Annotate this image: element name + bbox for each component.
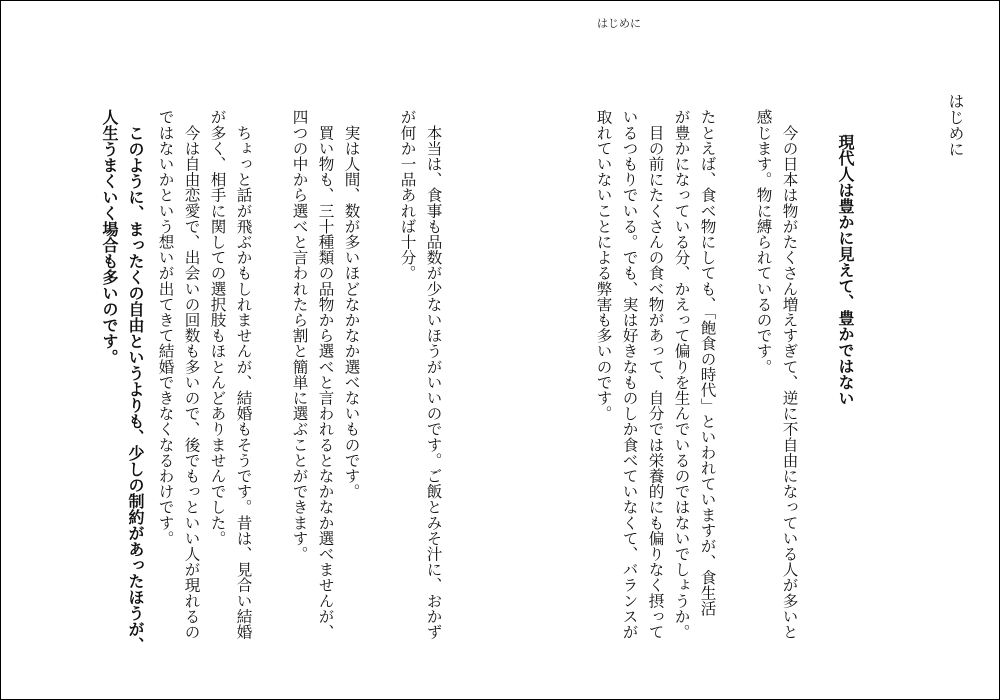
- text-line: 感じます。物に縛られているのです。: [754, 109, 773, 375]
- chapter-title: はじめに: [946, 93, 965, 157]
- text-line: 実は人間、数が多いほどなかなか選べないものです。: [342, 109, 361, 499]
- text-line: 今の日本は物がたくさん増えすぎて、逆に不自由になっている人が多いと: [780, 109, 799, 640]
- text-line: このように、まったくの自由というよりも、少しの制約があったほうが、: [126, 109, 145, 653]
- text-line: が多く、相手に関しての選択肢もほとんどありませんでした。: [208, 109, 227, 546]
- text-line: 買い物も、三十種類の品物から選べと言われるとなかなか選べませんが、: [316, 109, 335, 640]
- text-line: 四つの中から選べと言われたら割と簡単に選ぶことができます。: [290, 109, 309, 562]
- text-line: ちょっと話が飛ぶかもしれませんが、結婚もそうです。昔は、見合い結婚: [234, 109, 253, 640]
- running-head: はじめに: [597, 17, 641, 30]
- text-line: 本当は、食事も品数が少ないほうがいいのです。ご飯とみそ汁に、おかず: [424, 109, 443, 640]
- text-line: 取れていないことによる弊害も多いのです。: [594, 109, 613, 421]
- text-line: 今は自由恋愛で、出会いの回数も多いので、後でもっといい人が現れるの: [182, 109, 201, 640]
- text-line: いるつもりでいる。でも、実は好きなものしか食べていなくて、バランスが: [620, 109, 639, 640]
- text-line: 目の前にたくさんの食べ物があって、自分では栄養的にも偏りなく摂って: [646, 109, 665, 640]
- text-line: 人生うまくいく場合も多いのです。: [100, 109, 119, 365]
- text-line: が豊かになっている分、かえって偏りを生んでいるのではないでしょうか。: [672, 109, 691, 640]
- section-heading: 現代人は豊かに見えて、豊かではない: [836, 134, 855, 406]
- text-line: たとえば、食べ物にしても、「飽食の時代」といわれていますが、食生活: [698, 109, 717, 616]
- text-line: ではないかという想いが出てきて結婚できなくなるわけです。: [156, 109, 175, 546]
- text-line: が何か一品あれば十分。: [398, 109, 417, 281]
